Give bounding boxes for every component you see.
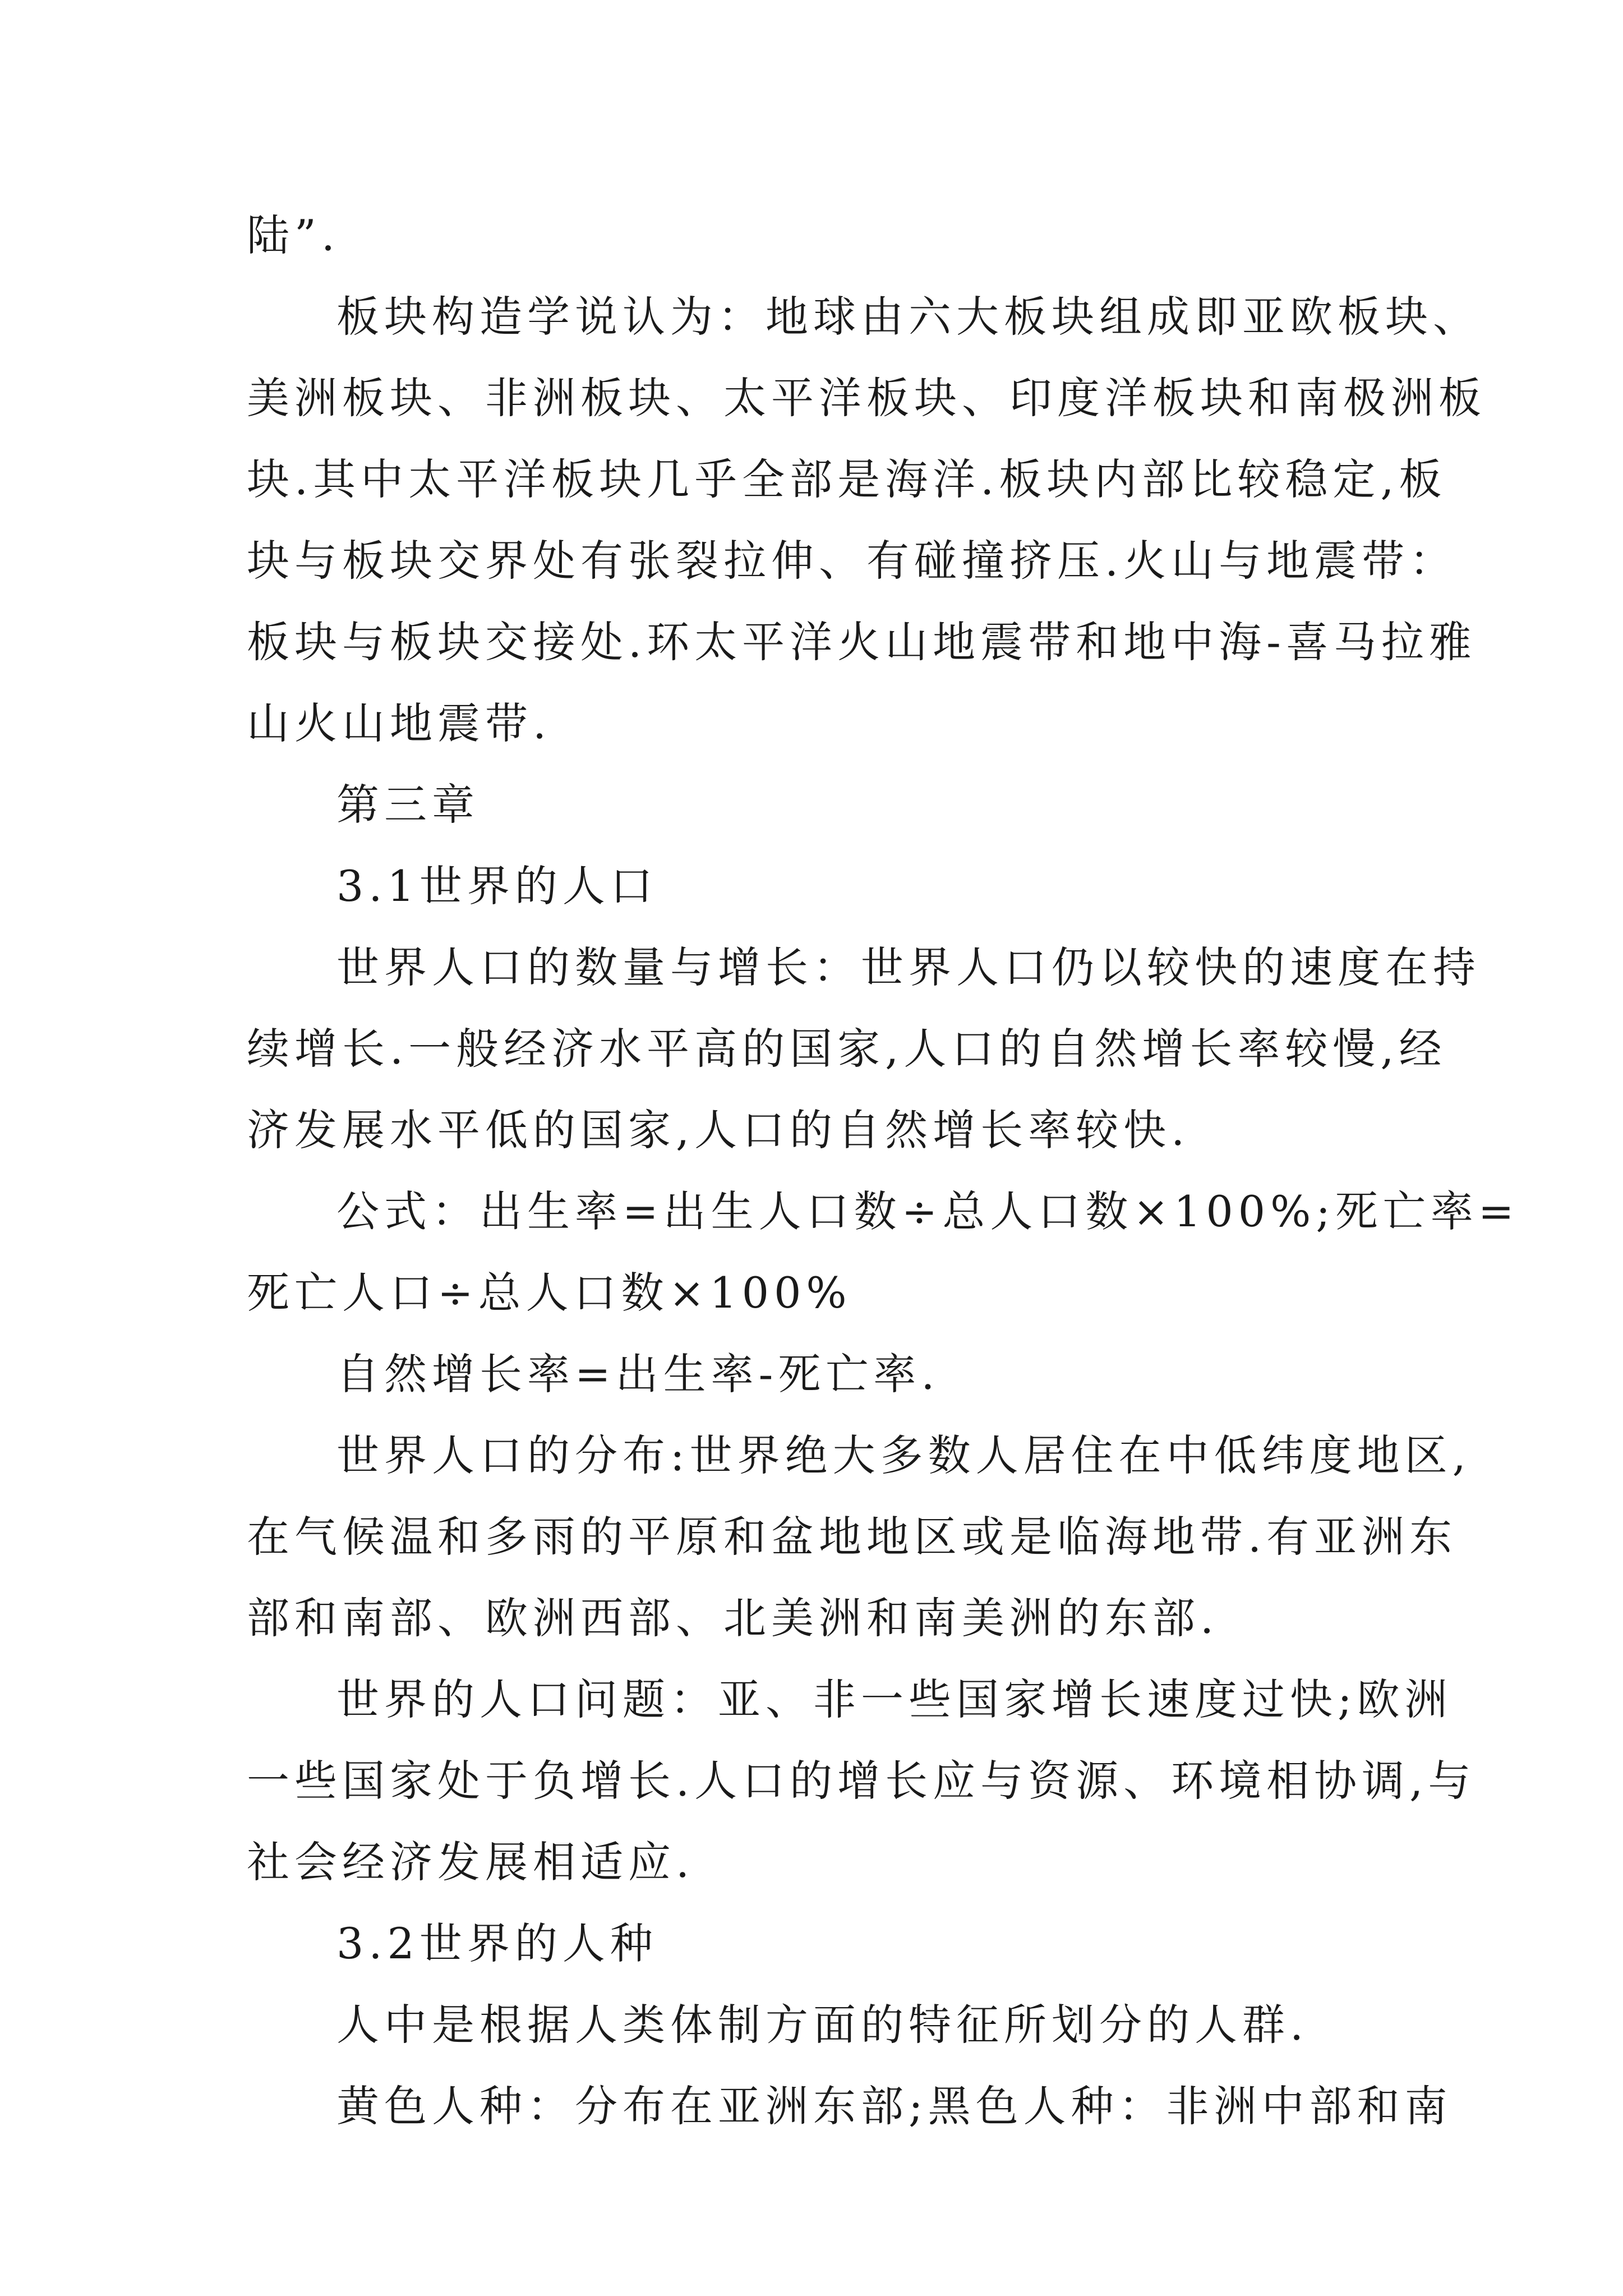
text-line: 陆”. (247, 210, 340, 260)
paragraph-line: 世界的人口问题：亚、非一些国家增长速度过快;欧洲 (336, 1674, 1453, 1724)
text-line: 块.其中太平洋板块几乎全部是海洋.板块内部比较稳定,板 (247, 454, 1447, 504)
text-line: 济发展水平低的国家,人口的自然增长率较快. (247, 1105, 1190, 1155)
formula-line: 自然增长率=出生率-死亡率. (336, 1349, 940, 1399)
paragraph-line: 板块构造学说认为：地球由六大板块组成即亚欧板块、 (336, 292, 1481, 342)
text-line: 板块与板块交接处.环太平洋火山地震带和地中海-喜马拉雅 (247, 617, 1477, 667)
paragraph-line: 黄色人种：分布在亚洲东部;黑色人种：非洲中部和南 (336, 2081, 1453, 2131)
text-line: 部和南部、欧洲西部、北美洲和南美洲的东部. (247, 1593, 1219, 1643)
text-line: 山火山地震带. (247, 698, 552, 748)
section-heading: 3.2世界的人种 (336, 1918, 658, 1968)
section-heading: 3.1世界的人口 (336, 861, 658, 911)
text-line: 一些国家处于负增长.人口的增长应与资源、环境相协调,与 (247, 1756, 1476, 1806)
text-line: 美洲板块、非洲板块、太平洋板块、印度洋板块和南极洲板 (247, 373, 1486, 423)
text-line: 块与板块交界处有张裂拉伸、有碰撞挤压.火山与地震带： (247, 536, 1458, 586)
chapter-heading: 第三章 (336, 780, 479, 830)
formula-line: 死亡人口÷总人口数×100% (247, 1268, 852, 1318)
text-line: 续增长.一般经济水平高的国家,人口的自然增长率较慢,经 (247, 1024, 1447, 1074)
text-line: 社会经济发展相适应. (247, 1837, 695, 1887)
paragraph-line: 世界人口的分布:世界绝大多数人居住在中低纬度地区, (336, 1430, 1471, 1480)
formula-line: 公式：出生率=出生人口数÷总人口数×100%;死亡率= (336, 1186, 1519, 1236)
text-line: 在气候温和多雨的平原和盆地地区或是临海地带.有亚洲东 (247, 1512, 1458, 1562)
paragraph-line: 人中是根据人类体制方面的特征所划分的人群. (336, 2000, 1309, 2050)
paragraph-line: 世界人口的数量与增长：世界人口仍以较快的速度在持 (336, 942, 1481, 992)
